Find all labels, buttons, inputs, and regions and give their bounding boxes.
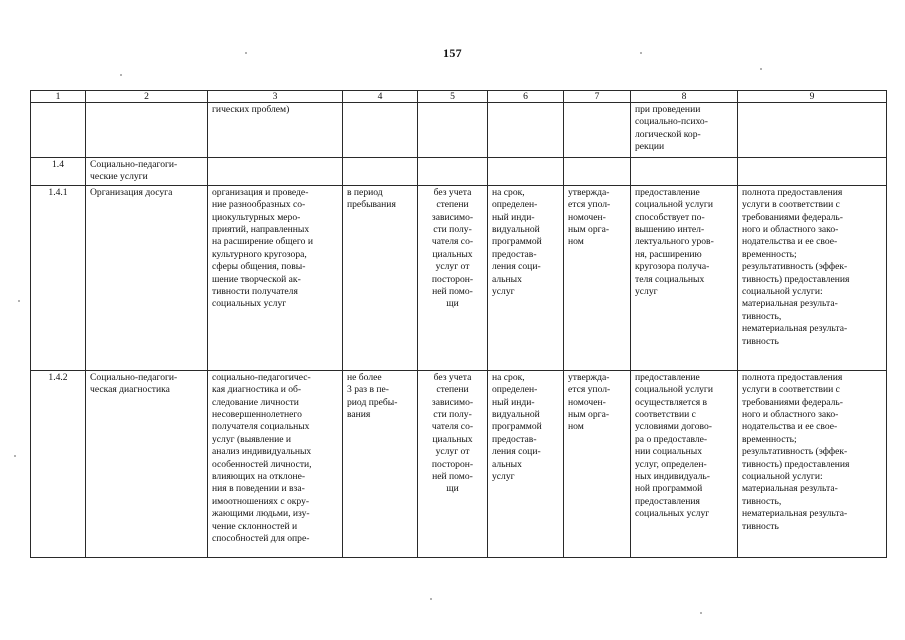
cell-line: тивность,	[742, 310, 782, 322]
cell-line: номочен-	[568, 211, 606, 223]
cell-line: ние разнообразных со-	[212, 199, 306, 211]
cell-line: нематериальная результа-	[742, 508, 848, 520]
cell-line: тивность,	[742, 495, 782, 507]
cell-line: степени	[436, 384, 469, 396]
cell-line: альных	[492, 458, 522, 470]
cell-line: программой	[492, 236, 542, 248]
cell-line: несовершеннолетнего	[212, 409, 302, 421]
scan-speck	[120, 74, 122, 76]
cell-line: ных индивидуаль-	[635, 471, 710, 483]
cell-line: ления соци-	[492, 446, 541, 458]
cell-line: утвержда-	[568, 186, 610, 198]
cell-line: определен-	[492, 199, 538, 211]
cell-line: услуг (выявление и	[212, 433, 292, 445]
cell-line: социальных услуг	[635, 508, 710, 520]
cell-line: ческие услуги	[90, 171, 148, 183]
cell-line: услуги в соответствии с	[742, 384, 840, 396]
cell-line: ческая диагностика	[90, 384, 170, 396]
section-name	[86, 158, 208, 186]
scan-speck	[245, 52, 247, 54]
cell-line: видуальной	[492, 409, 540, 421]
section-number: 1.4	[31, 158, 86, 186]
cell-line: способностей для опре-	[212, 533, 310, 545]
service-description	[208, 185, 343, 370]
cell-line: вания	[347, 409, 371, 421]
cell-line: осуществляется в	[635, 396, 708, 408]
service-term	[488, 185, 564, 370]
cell-line: Организация досуга	[90, 186, 173, 198]
cont-col-9	[738, 103, 887, 158]
cell-line: услуг от	[435, 261, 470, 273]
service-tariff	[564, 185, 631, 370]
cell-line: услуг	[492, 471, 515, 483]
cell-line: полнота предоставления	[742, 371, 843, 383]
service-period	[343, 370, 418, 557]
cell-line: рекции	[635, 141, 665, 153]
cell-line: на расширение общего и	[212, 236, 313, 248]
cell-line: Социально-педагоги-	[90, 159, 178, 170]
cell-line: циокультурных меро-	[212, 211, 301, 223]
header-col-4: 4	[343, 91, 418, 103]
cont-col-6	[488, 103, 564, 158]
cont-description	[208, 103, 343, 158]
cell-line: социально-педагогичес-	[212, 371, 311, 383]
cell-line: тивность) предоставления	[742, 273, 850, 285]
cell-line: услуг от	[435, 446, 470, 458]
scan-speck	[640, 52, 642, 54]
cont-conditions	[631, 103, 738, 158]
cell-line: услуг	[492, 286, 515, 298]
page-number: 157	[443, 46, 462, 60]
cell-line: вышению интел-	[635, 224, 705, 236]
cell-line: чателя со-	[431, 236, 474, 248]
header-col-3: 3	[208, 91, 343, 103]
cell-line: ления соци-	[492, 261, 541, 273]
cell-line: ный инди-	[492, 396, 535, 408]
cell-line: 3 раз в пе-	[347, 384, 389, 396]
cell-line: условиями догово-	[635, 421, 712, 433]
cell-line: щи	[446, 483, 459, 495]
cell-line: получателя социальных	[212, 421, 310, 433]
cell-line: материальная результа-	[742, 483, 838, 495]
cell-line: сферы общения, повы-	[212, 261, 306, 273]
cell-line: ном	[568, 421, 584, 433]
cont-col-1	[31, 103, 86, 158]
cell-line: без учета	[433, 186, 472, 198]
cell-line: ней помо-	[432, 286, 473, 298]
cell-line: кая диагностика и об-	[212, 384, 302, 396]
cell-line: ном	[568, 236, 584, 248]
scan-speck	[760, 68, 762, 70]
cell-line: риод пребы-	[347, 396, 398, 408]
cell-line: ный инди-	[492, 211, 535, 223]
service-conditions	[631, 185, 738, 370]
cell-line: зависимо-	[431, 211, 474, 223]
cell-line: тивность	[742, 520, 779, 532]
cell-line: социально-психо-	[635, 116, 708, 128]
service-tariff	[564, 370, 631, 557]
service-name	[86, 185, 208, 370]
cell-line: нематериальная результа-	[742, 323, 848, 335]
cell-line: полнота предоставления	[742, 186, 843, 198]
cell-line: способствует по-	[635, 211, 705, 223]
cell-line: ня, расширению	[635, 248, 702, 260]
cell-line: анализ индивидуальных	[212, 446, 312, 458]
cell-line: без учета	[433, 371, 472, 383]
cell-line: нодательства и ее свое-	[742, 236, 838, 248]
cell-line: организация и проведе-	[212, 186, 309, 198]
cell-line: видуальной	[492, 224, 540, 236]
cell-line: логической кор-	[635, 128, 701, 140]
cell-line: влияющих на отклоне-	[212, 471, 306, 483]
cell-line: следование личности	[212, 396, 299, 408]
cell-line: результативность (эффек-	[742, 446, 848, 458]
cell-line: лектуального уров-	[635, 236, 714, 248]
cell-line: шение творческой ак-	[212, 273, 301, 285]
row-number: 1.4.2	[31, 370, 86, 557]
scan-speck	[18, 300, 20, 302]
cell-line: посторон-	[431, 273, 474, 285]
cell-line: предостав-	[492, 433, 537, 445]
row-number: 1.4.1	[31, 185, 86, 370]
cell-line: особенностей личности,	[212, 458, 312, 470]
cont-col-7	[564, 103, 631, 158]
cell-line: требованиями федераль-	[742, 211, 843, 223]
cell-line: тивности получателя	[212, 286, 298, 298]
cell-line: не более	[347, 371, 382, 383]
cell-line: временность;	[742, 433, 797, 445]
cell-line: гических проблем)	[212, 104, 290, 115]
cell-line: услуг, определен-	[635, 458, 707, 470]
cell-line: ней помо-	[432, 471, 473, 483]
cell-line: предоставления	[635, 495, 700, 507]
service-norm	[418, 185, 488, 370]
cell-line: при проведении	[635, 104, 701, 115]
cell-line: жающими людьми, изу-	[212, 508, 310, 520]
cell-line: социальной услуги	[635, 384, 714, 396]
cell-line: утвержда-	[568, 371, 610, 383]
cell-line: социальных услуг	[212, 298, 287, 310]
services-table	[30, 90, 887, 558]
cell-line: альных	[492, 273, 522, 285]
header-col-5: 5	[418, 91, 488, 103]
service-norm	[418, 370, 488, 557]
cell-line: циальных	[432, 433, 473, 445]
service-indicators	[738, 370, 887, 557]
header-col-2: 2	[86, 91, 208, 103]
cell-line: результативность (эффек-	[742, 261, 848, 273]
table-row	[31, 185, 887, 370]
cell-line: ного и областного зако-	[742, 224, 839, 236]
service-conditions	[631, 370, 738, 557]
cell-line: пребывания	[347, 199, 396, 211]
cell-line: услуг	[635, 286, 658, 298]
cell-line: посторон-	[431, 458, 474, 470]
service-name	[86, 370, 208, 557]
header-col-7: 7	[564, 91, 631, 103]
cell-line: требованиями федераль-	[742, 396, 843, 408]
scan-speck	[700, 612, 702, 614]
cell-line: зависимо-	[431, 396, 474, 408]
cont-col-4	[343, 103, 418, 158]
cell-line: ной программой	[635, 483, 703, 495]
cell-line: ется упол-	[568, 199, 611, 211]
cell-line: материальная результа-	[742, 298, 838, 310]
cell-line: предоставление	[635, 371, 700, 383]
cell-line: циальных	[432, 248, 473, 260]
service-indicators	[738, 185, 887, 370]
cell-line: тивность	[742, 335, 779, 347]
cont-col-5	[418, 103, 488, 158]
cell-line: определен-	[492, 384, 538, 396]
header-col-1: 1	[31, 91, 86, 103]
table-row	[31, 370, 887, 557]
cell-line: ния в поведении и вза-	[212, 483, 305, 495]
cell-line: в период	[347, 186, 383, 198]
cell-line: степени	[436, 199, 469, 211]
service-term	[488, 370, 564, 557]
cell-line: сти полу-	[433, 409, 472, 421]
cell-line: тивность) предоставления	[742, 458, 850, 470]
header-col-9: 9	[738, 91, 887, 103]
scan-speck	[14, 455, 16, 457]
header-col-8: 8	[631, 91, 738, 103]
cell-line: временность;	[742, 248, 797, 260]
cell-line: ным орга-	[568, 409, 610, 421]
cell-line: на срок,	[492, 371, 525, 383]
cell-line: чателя со-	[431, 421, 474, 433]
service-description	[208, 370, 343, 557]
cell-line: чение склонностей и	[212, 520, 298, 532]
cell-line: щи	[446, 298, 459, 310]
cell-line: соответствии с	[635, 409, 696, 421]
service-period	[343, 185, 418, 370]
cell-line: социальной услуги:	[742, 471, 823, 483]
header-row	[31, 91, 887, 103]
cell-line: на срок,	[492, 186, 525, 198]
cell-line: предоставление	[635, 186, 700, 198]
cell-line: номочен-	[568, 396, 606, 408]
cell-line: нии социальных	[635, 446, 703, 458]
cell-line: программой	[492, 421, 542, 433]
cell-line: культурного кругозора,	[212, 248, 307, 260]
cell-line: социальной услуги:	[742, 286, 823, 298]
cell-line: имоотношениях с окру-	[212, 495, 310, 507]
continuation-row	[31, 103, 887, 158]
cell-line: сти полу-	[433, 224, 472, 236]
cell-line: услуги в соответствии с	[742, 199, 840, 211]
section-row	[31, 158, 887, 186]
cell-line: теля социальных	[635, 273, 705, 285]
cell-line: социальной услуги	[635, 199, 714, 211]
cont-col-2	[86, 103, 208, 158]
cell-line: предостав-	[492, 248, 537, 260]
scan-speck	[430, 598, 432, 600]
cell-line: ется упол-	[568, 384, 611, 396]
cell-line: ра о предоставле-	[635, 433, 708, 445]
cell-line: нодательства и ее свое-	[742, 421, 838, 433]
cell-line: Социально-педагоги-	[90, 371, 178, 383]
cell-line: ным орга-	[568, 224, 610, 236]
header-col-6: 6	[488, 91, 564, 103]
cell-line: кругозора получа-	[635, 261, 710, 273]
cell-line: приятий, направленных	[212, 224, 310, 236]
cell-line: ного и областного зако-	[742, 409, 839, 421]
